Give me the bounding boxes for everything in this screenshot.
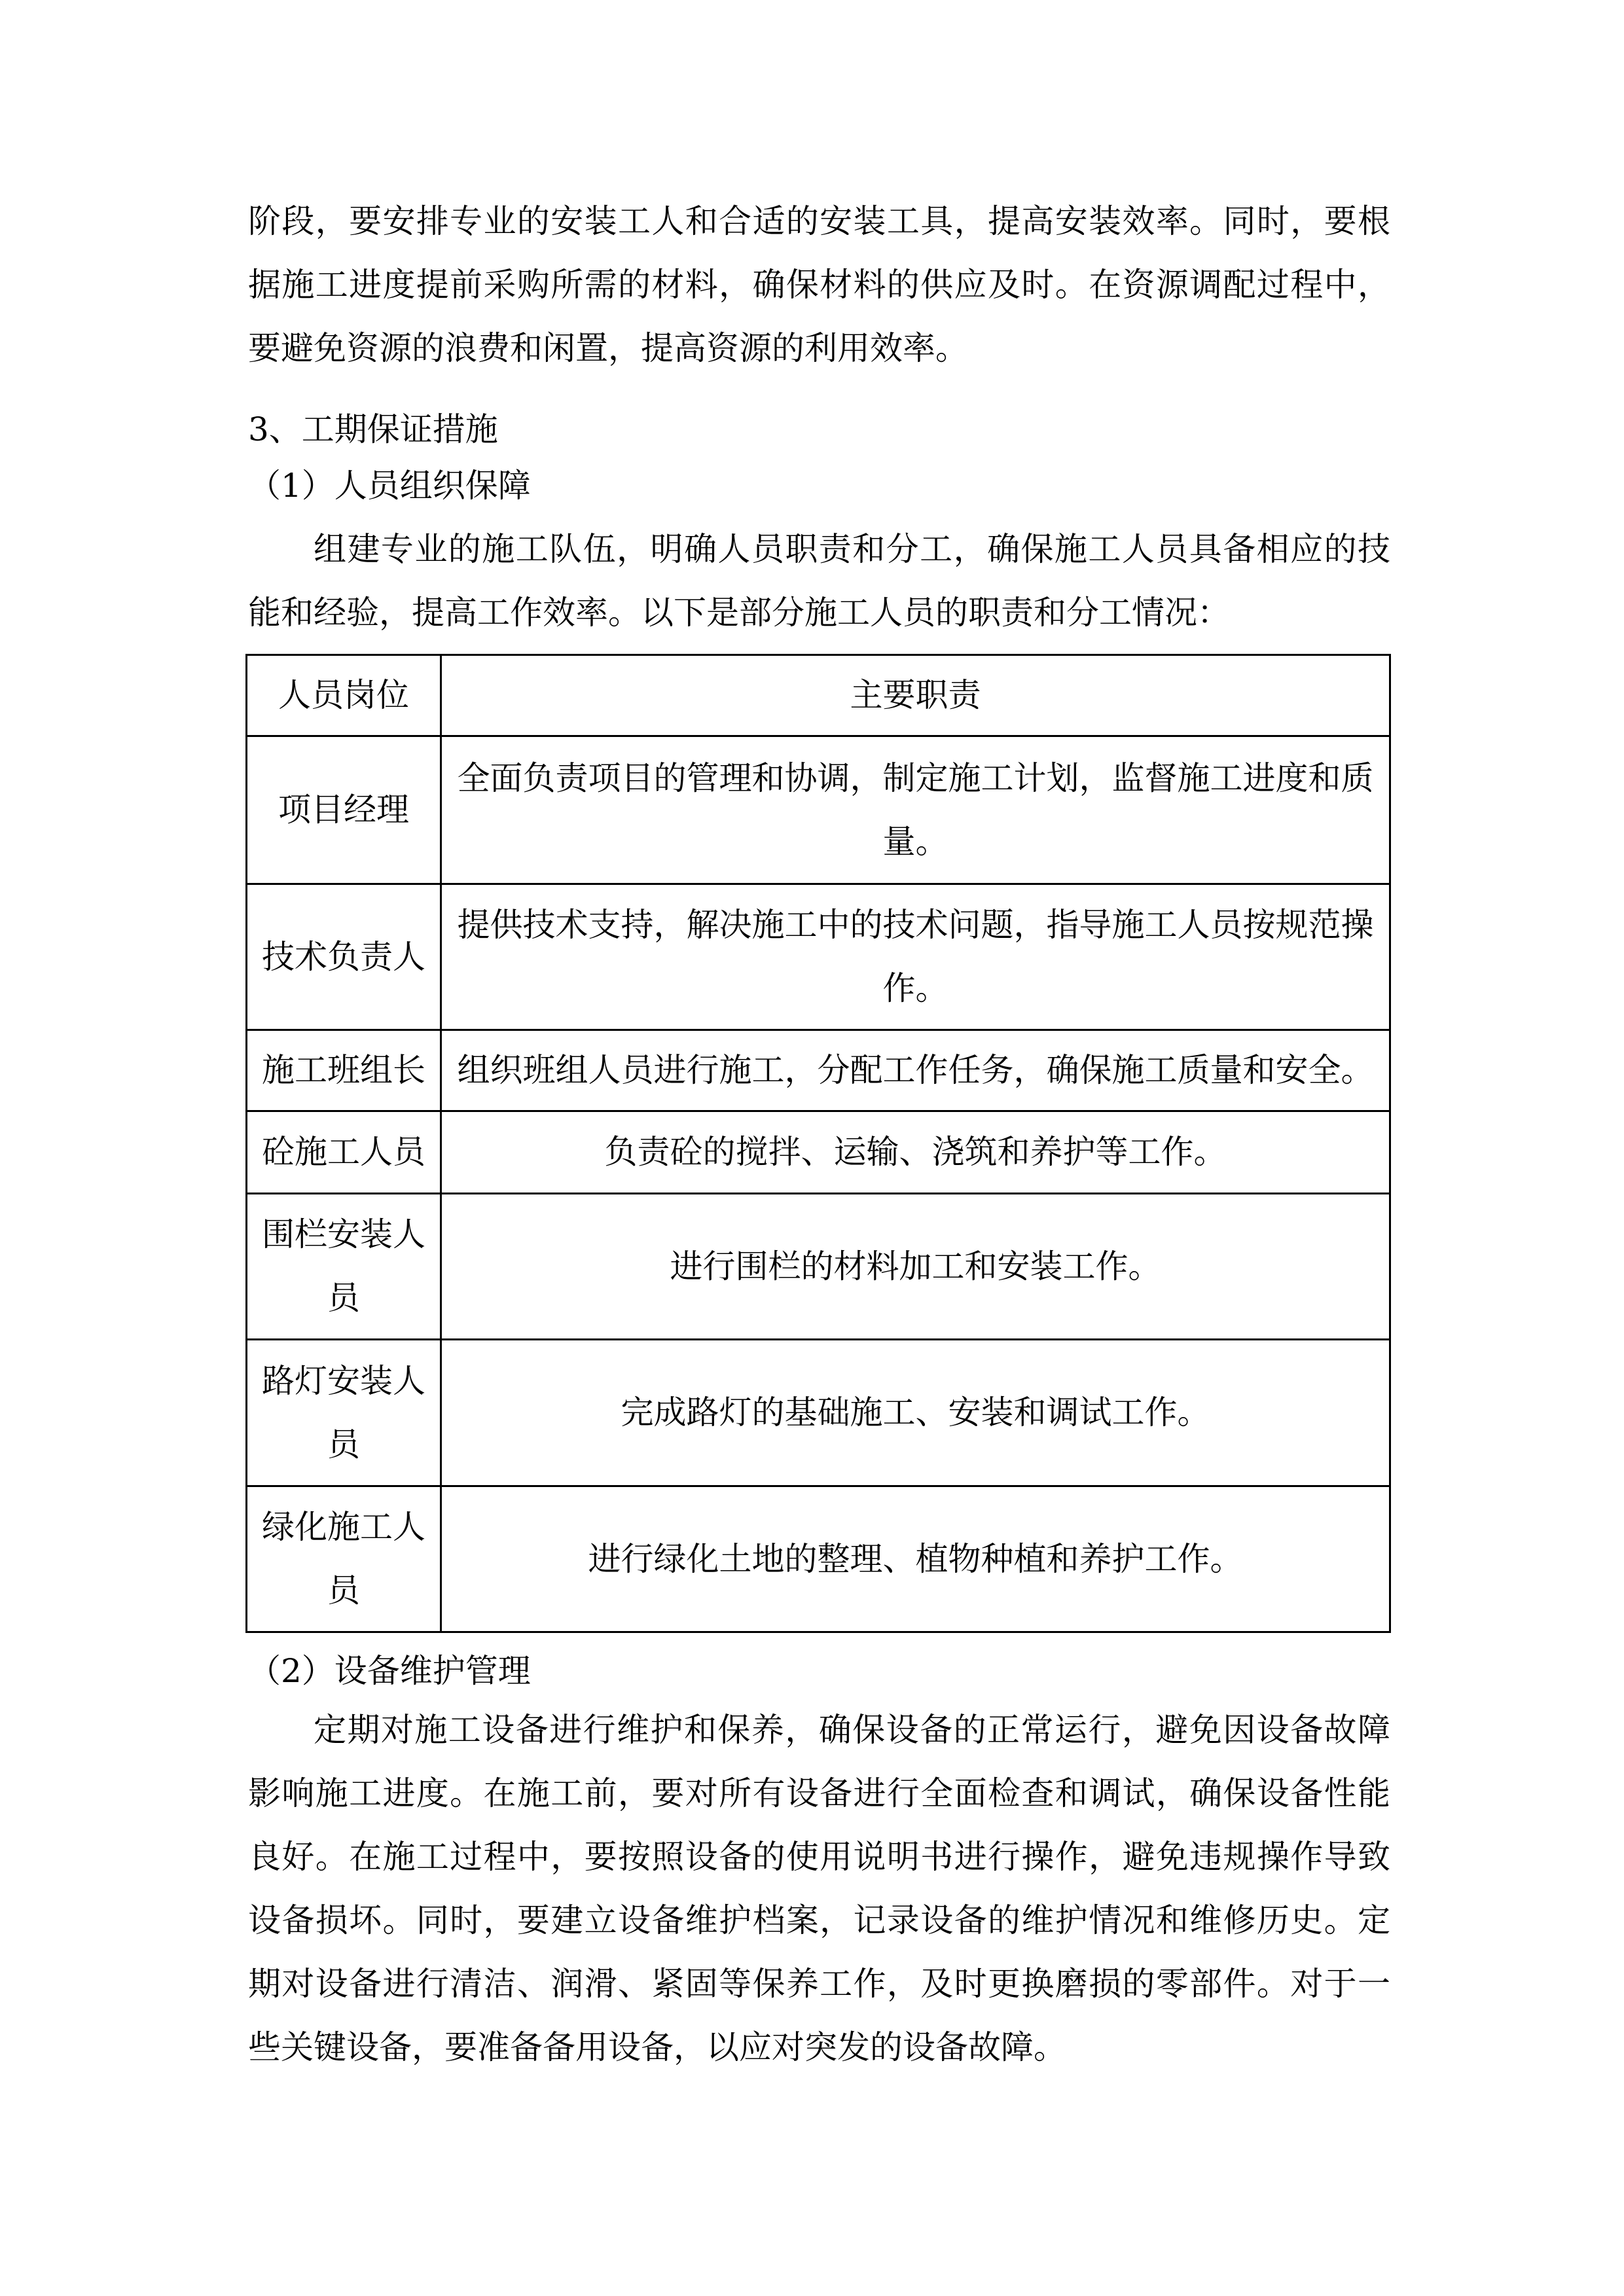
role-cell: 围栏安装人员	[247, 1194, 441, 1340]
table-row	[247, 1194, 1390, 1340]
table-row	[247, 1340, 1390, 1486]
duty-cell: 负责砼的搅拌、运输、浇筑和养护等工作。	[441, 1111, 1390, 1194]
duties-table	[245, 654, 1391, 1633]
header-role: 人员岗位	[247, 655, 441, 736]
table-row	[247, 1111, 1390, 1194]
table-row	[247, 1486, 1390, 1632]
role-cell: 施工班组长	[247, 1030, 441, 1111]
header-duty: 主要职责	[441, 655, 1390, 736]
duty-cell: 全面负责项目的管理和协调，制定施工计划，监督施工进度和质量。	[441, 736, 1390, 884]
duty-cell: 提供技术支持，解决施工中的技术问题，指导施工人员按规范操作。	[441, 884, 1390, 1030]
role-cell: 项目经理	[247, 736, 441, 884]
table-row	[247, 1030, 1390, 1111]
table-row	[247, 884, 1390, 1030]
duty-cell: 进行绿化土地的整理、植物种植和养护工作。	[441, 1486, 1390, 1632]
subsection-heading-equipment: （2）设备维护管理	[248, 1652, 531, 1690]
duty-cell: 进行围栏的材料加工和安装工作。	[441, 1194, 1390, 1340]
role-cell: 砼施工人员	[247, 1111, 441, 1194]
role-cell: 绿化施工人员	[247, 1486, 441, 1632]
duty-cell: 组织班组人员进行施工，分配工作任务，确保施工质量和安全。	[441, 1030, 1390, 1111]
subsection-heading-personnel: （1）人员组织保障	[248, 467, 531, 505]
role-cell: 技术负责人	[247, 884, 441, 1030]
table-row	[247, 736, 1390, 884]
personnel-paragraph: 组建专业的施工队伍，明确人员职责和分工，确保施工人员具备相应的技能和经验，提高工作效率。以下是部分施工人员的职责和分工情况：	[248, 530, 1390, 632]
intro-paragraph: 阶段，要安排专业的安装工人和合适的安装工具，提高安装效率。同时，要根据施工进度提前采购所需的材料，确保材料的供应及时。在资源调配过程中，要避免资源的浪费和闲置，提高资源的利用效率。	[248, 202, 1390, 367]
table-header-row	[247, 655, 1390, 736]
section-heading: 3、工期保证措施	[248, 410, 498, 448]
role-cell: 路灯安装人员	[247, 1340, 441, 1486]
duty-cell: 完成路灯的基础施工、安装和调试工作。	[441, 1340, 1390, 1486]
equipment-paragraph: 定期对施工设备进行维护和保养，确保设备的正常运行，避免因设备故障影响施工进度。在施工前，要对所有设备进行全面检查和调试，确保设备性能良好。在施工过程中，要按照设备的使用说明书进行操作，避免违规操作导致设备损坏。同时，要建立设备维护档案，记录设备的维护情况和维修历史。定期对设备进行清洁、润滑、紧固等保养工作，及时更换磨损的零部件。对于一些关键设备，要准备备用设备，以应对突发的设备故障。	[248, 1711, 1390, 2066]
